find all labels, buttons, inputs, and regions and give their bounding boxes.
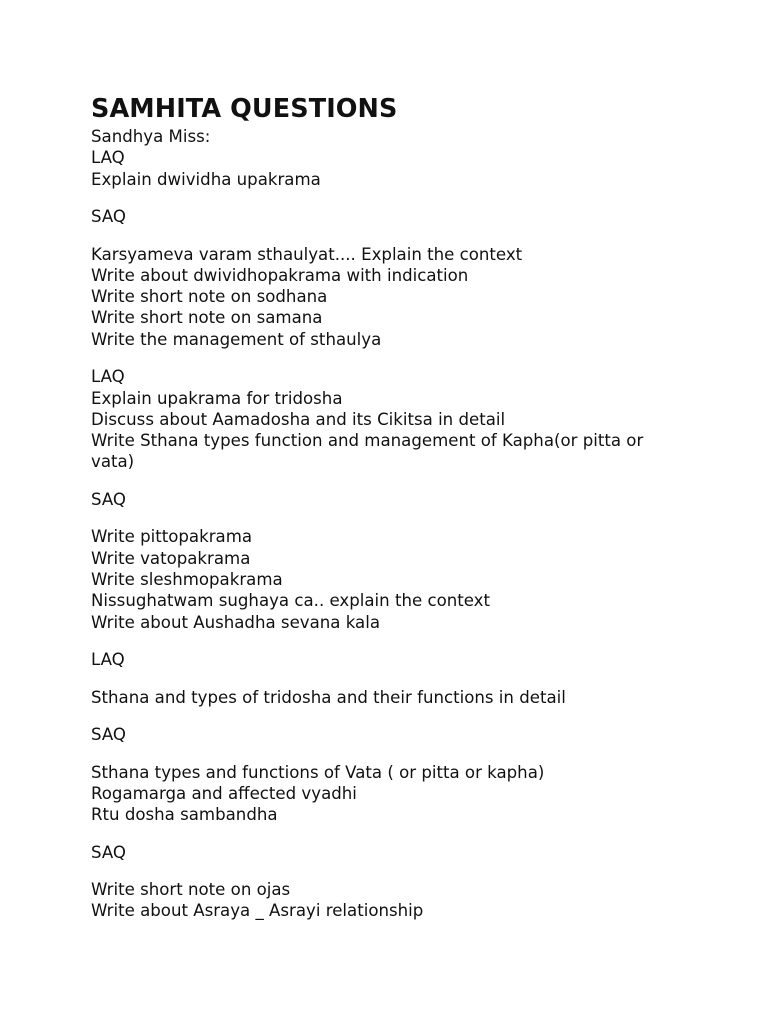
question-item: Write pittopakrama	[91, 527, 253, 547]
question-item: Discuss about Aamadosha and its Cikitsa in detail	[91, 409, 506, 429]
spacer	[91, 633, 691, 649]
spacer	[91, 510, 691, 526]
question-item: Karsyameva varam sthaulyat.... Explain the context	[91, 244, 523, 264]
question-item: Sthana types and functions of Vata ( or pitta or kapha)	[91, 762, 545, 782]
spacer	[91, 863, 691, 879]
spacer	[91, 670, 691, 686]
spacer	[91, 227, 691, 243]
section-heading-laq: LAQ	[91, 650, 125, 670]
spacer	[91, 350, 691, 366]
question-item: Write short note on samana	[91, 308, 323, 328]
question-item: Nissughatwam sughaya ca.. explain the context	[91, 591, 490, 611]
question-item: Explain dwividha upakrama	[91, 169, 321, 189]
author-line: Sandhya Miss:	[91, 127, 211, 146]
spacer	[91, 190, 691, 206]
section-heading-saq: SAQ	[91, 489, 126, 509]
spacer	[91, 708, 691, 724]
section-heading-saq: SAQ	[91, 207, 126, 227]
question-item: Sthana and types of tridosha and their functions in detail	[91, 687, 566, 707]
section-heading-saq: SAQ	[91, 842, 126, 862]
question-item: Rtu dosha sambandha	[91, 805, 278, 825]
question-item: Write about Aushadha sevana kala	[91, 612, 380, 632]
document-title: SAMHITA QUESTIONS	[91, 94, 398, 124]
question-item: Rogamarga and affected vyadhi	[91, 783, 357, 803]
question-item: Write about Asraya _ Asrayi relationship	[91, 901, 424, 921]
spacer	[91, 745, 691, 761]
document-page	[91, 93, 691, 922]
section-heading-saq: SAQ	[91, 725, 126, 745]
spacer	[91, 473, 691, 489]
section-heading-laq: LAQ	[91, 148, 125, 168]
question-item: Write the management of sthaulya	[91, 329, 382, 349]
question-item: Write short note on sodhana	[91, 287, 328, 307]
question-item: Write sleshmopakrama	[91, 569, 283, 589]
question-item: Write vatopakrama	[91, 548, 251, 568]
question-item: Write short note on ojas	[91, 880, 291, 900]
section-heading-laq: LAQ	[91, 367, 125, 387]
spacer	[91, 825, 691, 841]
question-item: Explain upakrama for tridosha	[91, 388, 343, 408]
question-item: Write Sthana types function and management of Kapha(or pitta or vata)	[91, 431, 644, 472]
question-item: Write about dwividhopakrama with indication	[91, 265, 469, 285]
